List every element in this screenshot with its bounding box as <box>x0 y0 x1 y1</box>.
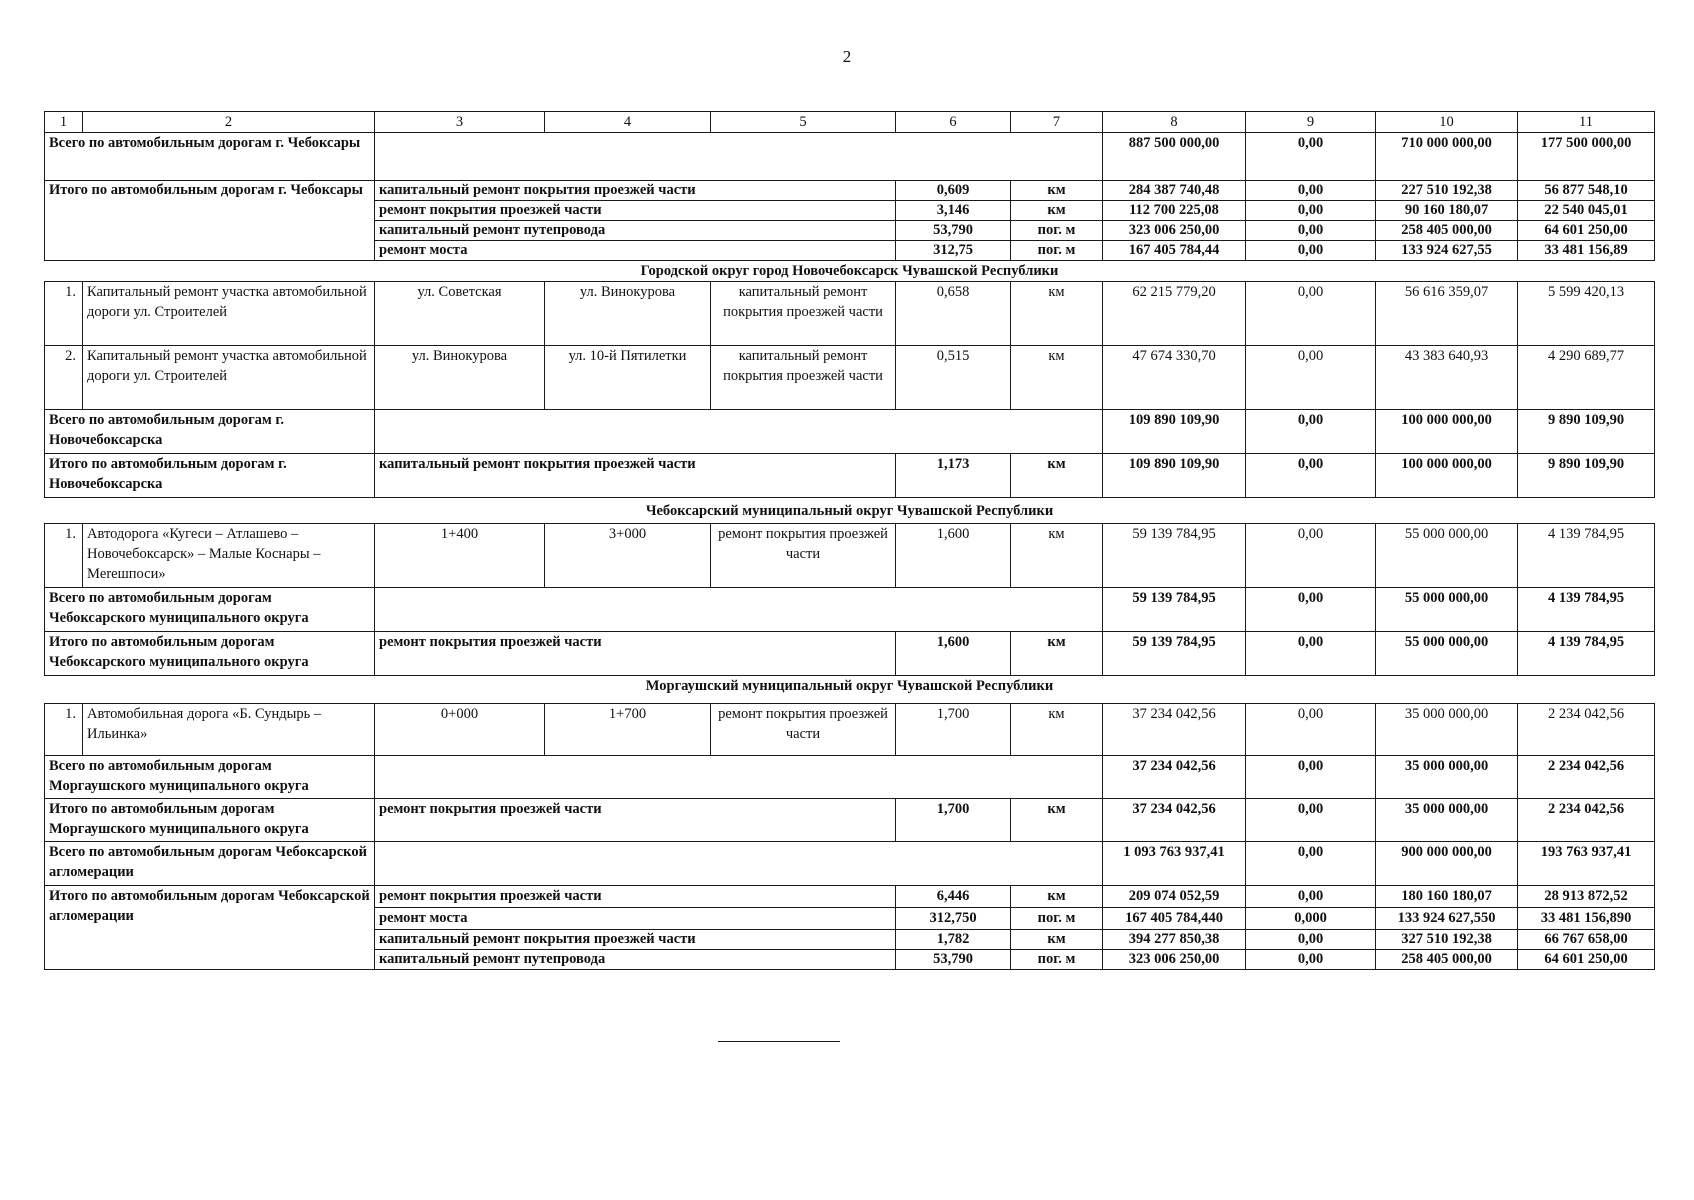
table-row <box>45 346 1655 410</box>
cell-unit: км <box>1011 181 1103 201</box>
table-row <box>45 282 1655 346</box>
cell-col11: 66 767 658,00 <box>1518 930 1655 950</box>
cell-qty: 6,446 <box>896 886 1011 908</box>
cell-col10: 35 000 000,00 <box>1376 704 1518 756</box>
cell-unit: пог. м <box>1011 950 1103 970</box>
cell-col9: 0,00 <box>1246 201 1376 221</box>
cell-col8: 394 277 850,38 <box>1103 930 1246 950</box>
cell-col10: 55 000 000,00 <box>1376 588 1518 632</box>
cell-qty: 1,782 <box>896 930 1011 950</box>
table-row <box>45 704 1655 756</box>
cell-col10: 900 000 000,00 <box>1376 842 1518 886</box>
road-name: Автомобильная дорога «Б. Сундырь – Ильинка» <box>83 704 375 756</box>
cell-col11: 33 481 156,890 <box>1518 908 1655 930</box>
col-header-1: 1 <box>45 112 83 133</box>
cell-col10: 35 000 000,00 <box>1376 756 1518 799</box>
section-header-novocheboksarsk <box>45 261 1655 282</box>
section-title: Городской округ город Новочебоксарск Чувашской Республики <box>45 261 1655 282</box>
cell-col11: 9 890 109,90 <box>1518 410 1655 454</box>
cell-col11: 4 139 784,95 <box>1518 632 1655 676</box>
road-repair-table <box>44 111 1655 970</box>
col-header-10: 10 <box>1376 112 1518 133</box>
cell-start: ул. Винокурова <box>375 346 545 410</box>
cell-col11: 193 763 937,41 <box>1518 842 1655 886</box>
row-index: 2. <box>45 346 83 410</box>
cell-col11: 4 139 784,95 <box>1518 588 1655 632</box>
cell-col9: 0,00 <box>1246 632 1376 676</box>
cell-col9: 0,00 <box>1246 282 1376 346</box>
table-row-total-agglomeration <box>45 842 1655 886</box>
cell-col8: 887 500 000,00 <box>1103 133 1246 181</box>
cell-col11: 28 913 872,52 <box>1518 886 1655 908</box>
cell-col10: 100 000 000,00 <box>1376 410 1518 454</box>
cell-unit: пог. м <box>1011 221 1103 241</box>
cell-col8: 62 215 779,20 <box>1103 282 1246 346</box>
cell-qty: 3,146 <box>896 201 1011 221</box>
cell-start: 0+000 <box>375 704 545 756</box>
cell-col8: 209 074 052,59 <box>1103 886 1246 908</box>
cell-col9: 0,00 <box>1246 133 1376 181</box>
table-row-total-cheboksarsky <box>45 588 1655 632</box>
section-header-morgaushsky <box>45 676 1655 704</box>
cell-col9: 0,00 <box>1246 410 1376 454</box>
row-label: Всего по автомобильным дорогам Чебоксарского муниципального округа <box>45 588 375 632</box>
cell-work: капитальный ремонт покрытия проезжей части <box>375 454 896 498</box>
cell-unit: пог. м <box>1011 241 1103 261</box>
cell-col8: 37 234 042,56 <box>1103 704 1246 756</box>
col-header-7: 7 <box>1011 112 1103 133</box>
cell-work: ремонт покрытия проезжей части <box>711 704 896 756</box>
cell-col11: 177 500 000,00 <box>1518 133 1655 181</box>
row-index: 1. <box>45 524 83 588</box>
cell-work: ремонт моста <box>375 241 896 261</box>
cell-unit: км <box>1011 454 1103 498</box>
cell-col9: 0,00 <box>1246 524 1376 588</box>
row-label: Всего по автомобильным дорогам г. Чебоксары <box>45 133 375 181</box>
cell-end: ул. 10-й Пятилетки <box>545 346 711 410</box>
cell-col10: 55 000 000,00 <box>1376 524 1518 588</box>
cell-qty: 0,515 <box>896 346 1011 410</box>
cell-col10: 133 924 627,55 <box>1376 241 1518 261</box>
cell-col11: 5 599 420,13 <box>1518 282 1655 346</box>
cell-col9: 0,000 <box>1246 908 1376 930</box>
cell-col11: 33 481 156,89 <box>1518 241 1655 261</box>
cell-end: 1+700 <box>545 704 711 756</box>
table-row-itogo-morgaushsky <box>45 799 1655 842</box>
cell-col11: 2 234 042,56 <box>1518 704 1655 756</box>
cell-col11: 22 540 045,01 <box>1518 201 1655 221</box>
cell-work: ремонт покрытия проезжей части <box>711 524 896 588</box>
cell-col8: 1 093 763 937,41 <box>1103 842 1246 886</box>
cell-unit: км <box>1011 346 1103 410</box>
cell-col9: 0,00 <box>1246 346 1376 410</box>
cell-col9: 0,00 <box>1246 588 1376 632</box>
section-title: Моргаушский муниципальный округ Чувашской Республики <box>45 676 1655 704</box>
col-header-4: 4 <box>545 112 711 133</box>
cell-col8: 59 139 784,95 <box>1103 524 1246 588</box>
cell-qty: 0,609 <box>896 181 1011 201</box>
cell-qty: 312,75 <box>896 241 1011 261</box>
cell-col9: 0,00 <box>1246 799 1376 842</box>
cell-col8: 167 405 784,440 <box>1103 908 1246 930</box>
table-row-total-novocheboksarsk <box>45 410 1655 454</box>
cell-col8: 109 890 109,90 <box>1103 454 1246 498</box>
cell-col10: 227 510 192,38 <box>1376 181 1518 201</box>
row-label: Всего по автомобильным дорогам г. Новочебоксарска <box>45 410 375 454</box>
table-row-total-morgaushsky <box>45 756 1655 799</box>
cell-col9: 0,00 <box>1246 930 1376 950</box>
cell-col10: 56 616 359,07 <box>1376 282 1518 346</box>
cell-col11: 2 234 042,56 <box>1518 756 1655 799</box>
cell-col9: 0,00 <box>1246 886 1376 908</box>
cell-work: капитальный ремонт путепровода <box>375 221 896 241</box>
cell-col10: 133 924 627,550 <box>1376 908 1518 930</box>
cell-col8: 37 234 042,56 <box>1103 799 1246 842</box>
cell-qty: 1,600 <box>896 632 1011 676</box>
row-label: Итого по автомобильным дорогам Моргаушского муниципального округа <box>45 799 375 842</box>
table-row-itogo-agglomeration-1 <box>45 886 1655 908</box>
cell-col9: 0,00 <box>1246 950 1376 970</box>
cell-unit: км <box>1011 201 1103 221</box>
cell-col9: 0,00 <box>1246 241 1376 261</box>
cell-col11: 9 890 109,90 <box>1518 454 1655 498</box>
row-label: Всего по автомобильным дорогам Моргаушского муниципального округа <box>45 756 375 799</box>
cell-work: капитальный ремонт покрытия проезжей части <box>375 930 896 950</box>
cell-qty: 1,700 <box>896 704 1011 756</box>
cell-work: ремонт покрытия проезжей части <box>375 886 896 908</box>
cell-col8: 323 006 250,00 <box>1103 221 1246 241</box>
cell-col8: 109 890 109,90 <box>1103 410 1246 454</box>
cell-unit: км <box>1011 704 1103 756</box>
col-header-3: 3 <box>375 112 545 133</box>
cell-col10: 35 000 000,00 <box>1376 799 1518 842</box>
cell-col8: 59 139 784,95 <box>1103 632 1246 676</box>
cell-unit: км <box>1011 282 1103 346</box>
row-label: Всего по автомобильным дорогам Чебоксарской агломерации <box>45 842 375 886</box>
row-label: Итого по автомобильным дорогам г. Новочебоксарска <box>45 454 375 498</box>
cell-unit: км <box>1011 632 1103 676</box>
cell-col10: 258 405 000,00 <box>1376 221 1518 241</box>
col-header-5: 5 <box>711 112 896 133</box>
cell-col10: 90 160 180,07 <box>1376 201 1518 221</box>
cell-col9: 0,00 <box>1246 454 1376 498</box>
cell-col10: 55 000 000,00 <box>1376 632 1518 676</box>
cell-col11: 64 601 250,00 <box>1518 221 1655 241</box>
cell-start: 1+400 <box>375 524 545 588</box>
cell-work: капитальный ремонт покрытия проезжей части <box>375 181 896 201</box>
cell-col8: 47 674 330,70 <box>1103 346 1246 410</box>
cell-col11: 56 877 548,10 <box>1518 181 1655 201</box>
cell-col10: 100 000 000,00 <box>1376 454 1518 498</box>
cell-col8: 112 700 225,08 <box>1103 201 1246 221</box>
table-row <box>45 524 1655 588</box>
cell-unit: км <box>1011 886 1103 908</box>
row-label: Итого по автомобильным дорогам г. Чебоксары <box>45 181 375 261</box>
page-number: 2 <box>842 47 852 66</box>
cell-work: ремонт моста <box>375 908 896 930</box>
cell-work: капитальный ремонт путепровода <box>375 950 896 970</box>
cell-work: капитальный ремонт покрытия проезжей части <box>711 346 896 410</box>
cell-qty: 53,790 <box>896 221 1011 241</box>
cell-end: ул. Винокурова <box>545 282 711 346</box>
cell-col8: 59 139 784,95 <box>1103 588 1246 632</box>
section-title: Чебоксарский муниципальный округ Чувашской Республики <box>45 498 1655 524</box>
cell-unit: км <box>1011 799 1103 842</box>
cell-col8: 284 387 740,48 <box>1103 181 1246 201</box>
cell-col11: 2 234 042,56 <box>1518 799 1655 842</box>
cell-start: ул. Советская <box>375 282 545 346</box>
col-header-6: 6 <box>896 112 1011 133</box>
cell-qty: 0,658 <box>896 282 1011 346</box>
cell-col8: 37 234 042,56 <box>1103 756 1246 799</box>
cell-qty: 312,750 <box>896 908 1011 930</box>
cell-work: ремонт покрытия проезжей части <box>375 632 896 676</box>
row-index: 1. <box>45 704 83 756</box>
cell-unit: км <box>1011 930 1103 950</box>
cell-col10: 43 383 640,93 <box>1376 346 1518 410</box>
cell-unit: пог. м <box>1011 908 1103 930</box>
cell-col9: 0,00 <box>1246 842 1376 886</box>
table-row-total-cheboksary <box>45 133 1655 181</box>
cell-qty: 1,700 <box>896 799 1011 842</box>
cell-col9: 0,00 <box>1246 181 1376 201</box>
cell-col8: 323 006 250,00 <box>1103 950 1246 970</box>
col-header-9: 9 <box>1246 112 1376 133</box>
cell-qty: 1,173 <box>896 454 1011 498</box>
table-row-itogo-cheboksary-1 <box>45 181 1655 201</box>
cell-col9: 0,00 <box>1246 704 1376 756</box>
cell-col10: 258 405 000,00 <box>1376 950 1518 970</box>
cell-col10: 180 160 180,07 <box>1376 886 1518 908</box>
road-name: Автодорога «Кугеси – Атлашево – Новочебоксарск» – Малые Коснары – Merешпоси» <box>83 524 375 588</box>
column-number-row <box>45 112 1655 133</box>
col-header-2: 2 <box>83 112 375 133</box>
cell-col9: 0,00 <box>1246 756 1376 799</box>
cell-qty: 53,790 <box>896 950 1011 970</box>
cell-work: ремонт покрытия проезжей части <box>375 799 896 842</box>
row-label: Итого по автомобильным дорогам Чебоксарского муниципального округа <box>45 632 375 676</box>
cell-col11: 4 139 784,95 <box>1518 524 1655 588</box>
table-row-itogo-cheboksarsky <box>45 632 1655 676</box>
road-name: Капитальный ремонт участка автомобильной дороги ул. Строителей <box>83 346 375 410</box>
row-label: Итого по автомобильным дорогам Чебоксарской агломерации <box>45 886 375 970</box>
cell-unit: км <box>1011 524 1103 588</box>
cell-col10: 710 000 000,00 <box>1376 133 1518 181</box>
cell-col11: 4 290 689,77 <box>1518 346 1655 410</box>
cell-col8: 167 405 784,44 <box>1103 241 1246 261</box>
row-index: 1. <box>45 282 83 346</box>
cell-work: капитальный ремонт покрытия проезжей части <box>711 282 896 346</box>
section-header-cheboksarsky <box>45 498 1655 524</box>
cell-work: ремонт покрытия проезжей части <box>375 201 896 221</box>
cell-col11: 64 601 250,00 <box>1518 950 1655 970</box>
end-of-document-line <box>718 1041 840 1042</box>
road-name: Капитальный ремонт участка автомобильной дороги ул. Строителей <box>83 282 375 346</box>
cell-qty: 1,600 <box>896 524 1011 588</box>
col-header-11: 11 <box>1518 112 1655 133</box>
cell-col9: 0,00 <box>1246 221 1376 241</box>
col-header-8: 8 <box>1103 112 1246 133</box>
cell-end: 3+000 <box>545 524 711 588</box>
table-row-itogo-novocheboksarsk <box>45 454 1655 498</box>
cell-col10: 327 510 192,38 <box>1376 930 1518 950</box>
